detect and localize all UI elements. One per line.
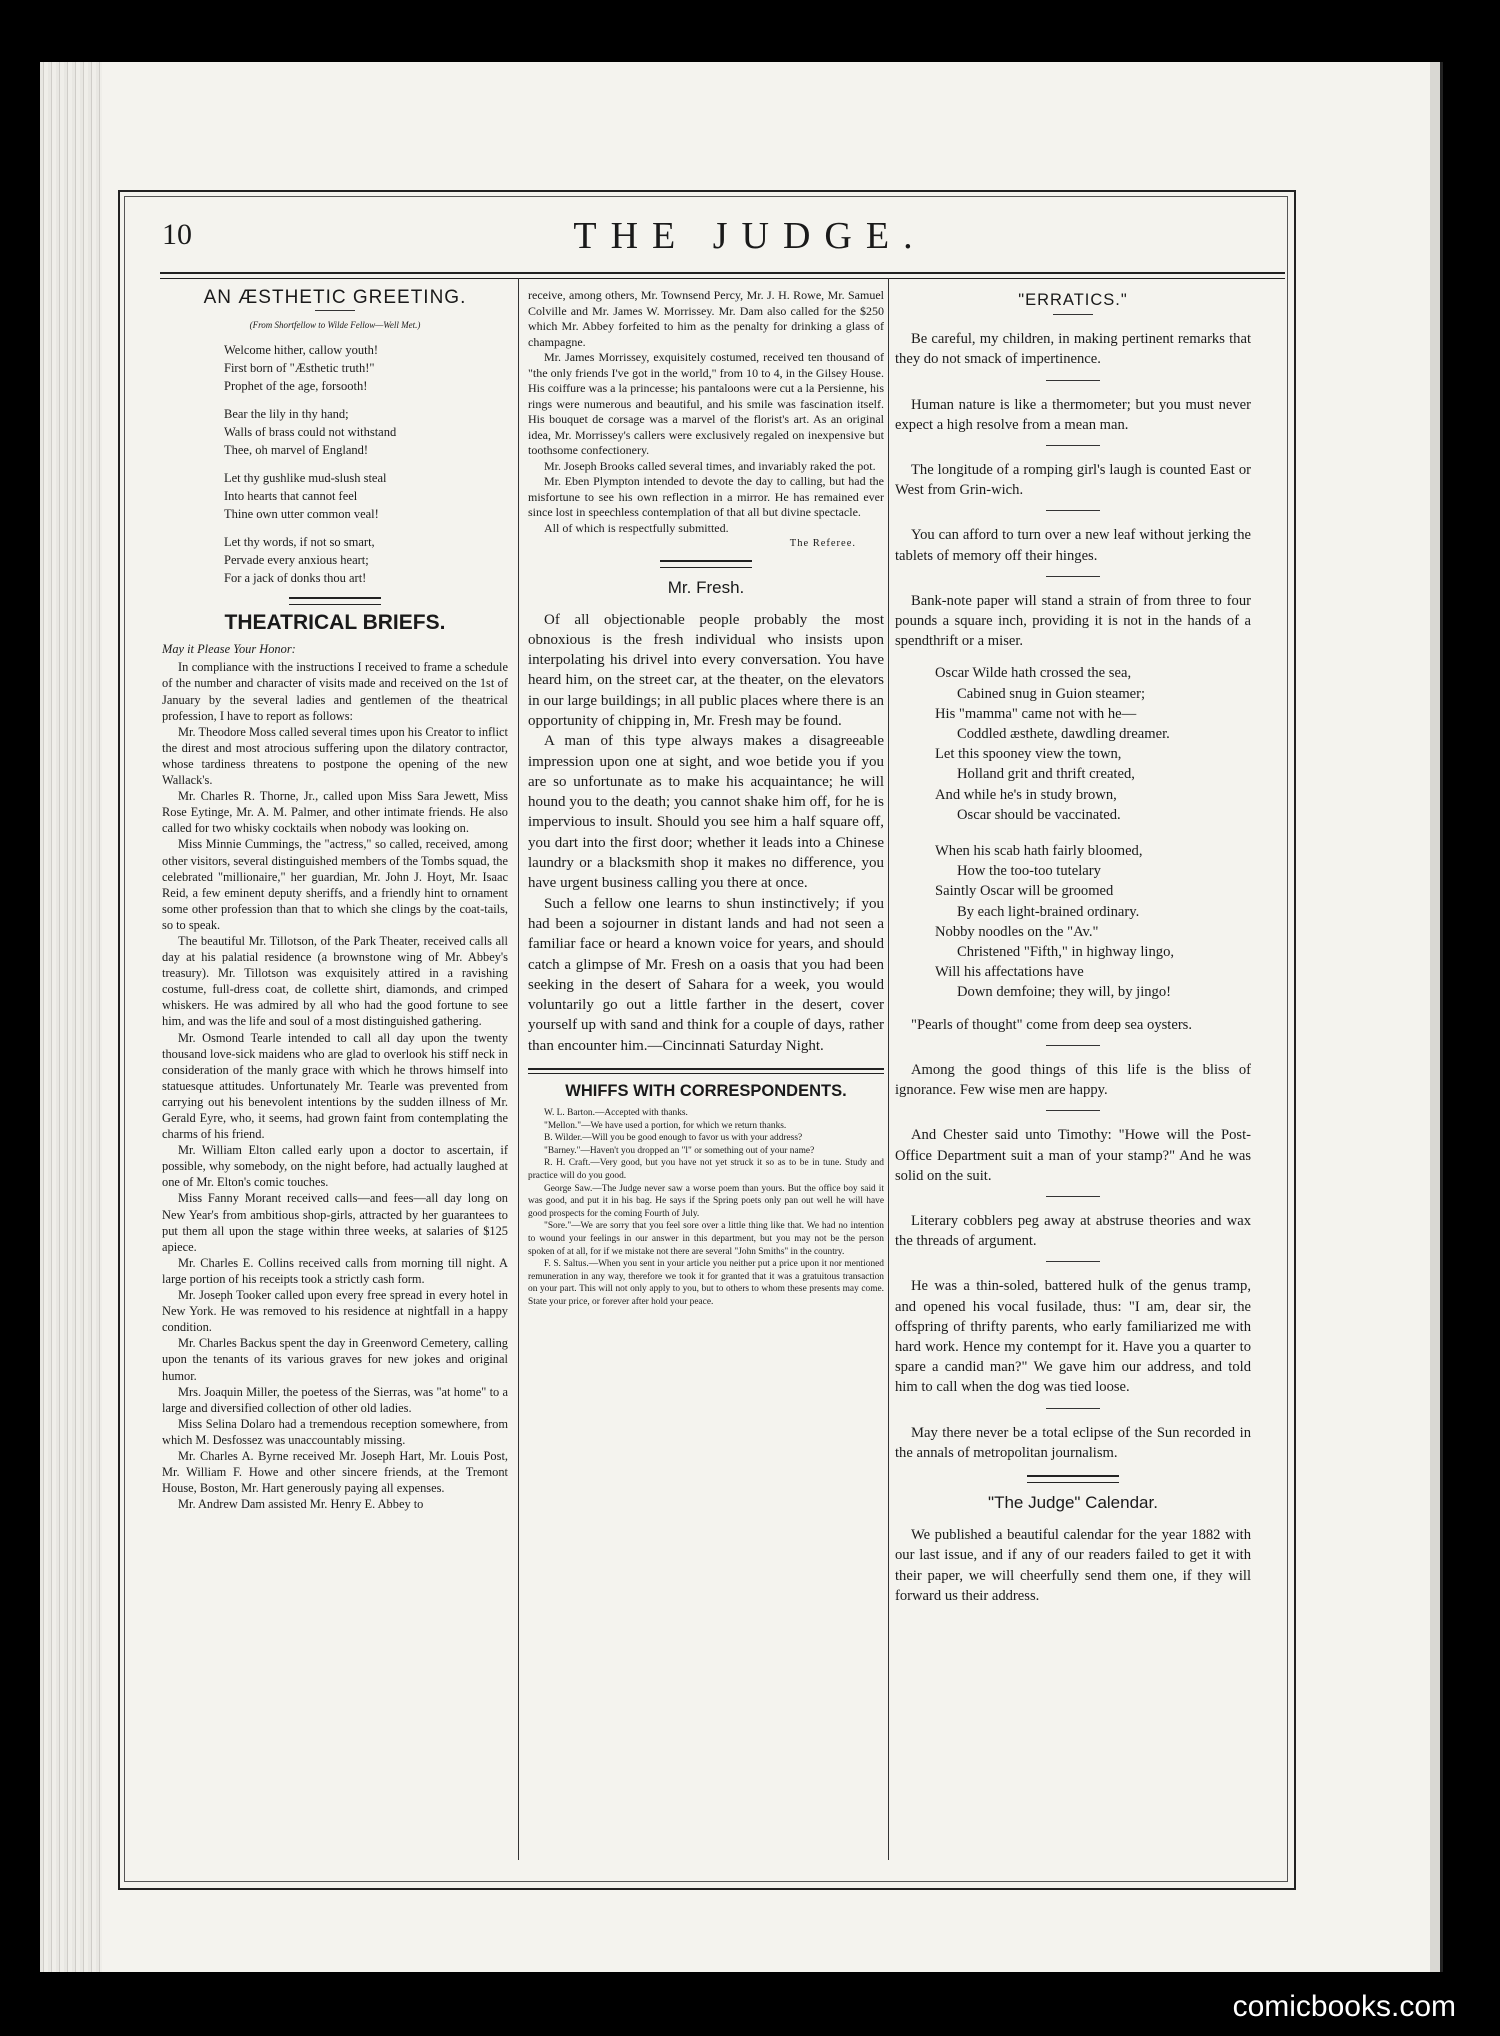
poem-line: Pervade every anxious heart; bbox=[224, 553, 369, 568]
whiff-item: "Mellon."—We have used a portion, for which we return thanks. bbox=[544, 1120, 787, 1131]
poem-line: Welcome hither, callow youth! bbox=[224, 343, 378, 358]
briefs-continued: All of which is respectfully submitted. bbox=[544, 520, 729, 535]
masthead-rule bbox=[160, 272, 1285, 279]
poem-line: Will his affectations have bbox=[935, 964, 1084, 981]
calendar-text: We published a beautiful calendar for the year 1882 with our last issue, and if any of our readers failed to get it with their paper, we will cheerfully send them one, if they will forward us their address. bbox=[895, 1527, 1251, 1604]
erratic-item: May there never be a total eclipse of the Sun recorded in the annals of metropolitan journalism. bbox=[895, 1424, 1251, 1461]
poem-line: Let thy gushlike mud-slush steal bbox=[224, 471, 387, 486]
item-rule bbox=[1046, 1045, 1100, 1046]
briefs-paragraph: Miss Fanny Morant received calls—and fees—all day long on New Year's from ambitious shop-girls, attracted by her guarantees to put them all upon the stage within three weeks, at salaries of $125 apiece. bbox=[162, 1191, 508, 1254]
poem-line: How the too-too tutelary bbox=[957, 863, 1101, 880]
section-rule bbox=[528, 1068, 884, 1074]
watermark: comicbooks.com bbox=[1232, 1990, 1456, 2023]
poem-line: When his scab hath fairly bloomed, bbox=[935, 843, 1143, 860]
poem-line: By each light-brained ordinary. bbox=[957, 903, 1140, 920]
briefs-paragraph: Mr. Osmond Tearle intended to call all day upon the twenty thousand love-sick maidens who are glad to overlook his stiff neck in consideration of the manly grace with which he throws himself into statuesque attitudes. Unfortunately Mr. Tearle was prevented from carrying out his benevolent intentions by the sudden illness of Mr. Gerald Eyre, who, it seems, had grown faint from contemplating the charms of his friend. bbox=[162, 1030, 508, 1142]
briefs-paragraph: Mr. Andrew Dam assisted Mr. Henry E. Abbey to bbox=[178, 1497, 424, 1512]
briefs-continued: Mr. Eben Plympton intended to devote the day to calling, but had the misfortune to see his own reflection in a mirror. He has remained ever since lost in speechless contemplation of that all but divine spectacle. bbox=[528, 474, 884, 519]
item-rule bbox=[1046, 445, 1100, 446]
page-edge-line bbox=[1440, 62, 1443, 1972]
whiff-item: B. Wilder.—Will you be good enough to favor us with your address? bbox=[544, 1133, 803, 1144]
title-rule bbox=[1053, 314, 1093, 315]
erratic-item: Among the good things of this life is the bliss of ignorance. Few wise men are happy. bbox=[895, 1061, 1251, 1099]
masthead: THE JUDGE. bbox=[573, 215, 927, 257]
calendar-title: "The Judge" Calendar. bbox=[988, 1492, 1158, 1512]
erratics-title: "ERRATICS." bbox=[1018, 291, 1128, 309]
erratic-item: Bank-note paper will stand a strain of from three to four pounds a square inch, providing it is not in the hands of a spendthrift or a miser. bbox=[895, 592, 1251, 650]
whiff-item: W. L. Barton.—Accepted with thanks. bbox=[544, 1108, 688, 1119]
oscar-poem-stanza bbox=[935, 663, 1251, 825]
erratic-item: He was a thin-soled, battered hulk of the genus tramp, and opened his vocal fusilade, thus: "I am, dear sir, the offspring of thrifty parents, who early familiarized me with hard work. Hence my contempt for it. Have you a quarter to spare a candid man?" We gave him our address, and told him to call when the dog was tied loose. bbox=[895, 1278, 1251, 1396]
poem-line: Let thy words, if not so smart, bbox=[224, 535, 375, 550]
poem-line: Cabined snug in Guion steamer; bbox=[957, 685, 1146, 702]
poem-line: Saintly Oscar will be groomed bbox=[935, 883, 1114, 900]
briefs-paragraph: Mrs. Joaquin Miller, the poetess of the Sierras, was "at home" to a large and diversified collection of other old ladies. bbox=[162, 1384, 508, 1415]
poem-line: Christened "Fifth," in highway lingo, bbox=[957, 944, 1175, 961]
briefs-paragraph: In compliance with the instructions I received to frame a schedule of the number and character of visits made and received on the 1st of January by the several ladies and gentlemen of the theatrical profession, I have to report as follows: bbox=[162, 660, 508, 723]
section-rule bbox=[660, 560, 752, 568]
erratic-item: "Pearls of thought" come from deep sea oysters. bbox=[911, 1016, 1193, 1033]
page-number: 10 bbox=[162, 218, 192, 251]
briefs-paragraph: Mr. William Elton called early upon a doctor to ascertain, if possible, why somebody, on the night before, had actually laughed at one of Mr. Elton's comic touches. bbox=[162, 1143, 508, 1190]
poem-line: Bear the lily in thy hand; bbox=[224, 407, 349, 422]
whiff-item: F. S. Saltus.—When you sent in your article you neither put a price upon it nor mentioned remuneration in any way, therefore we took it for granted that it was a gratuitous transaction on your part. This will not only apply to you, but to others to whom these presents may come. State your price, or forever after hold your peace. bbox=[528, 1259, 884, 1307]
briefs-paragraph: Mr. Charles A. Byrne received Mr. Joseph Hart, Mr. Louis Post, Mr. William F. Howe and other sincere friends, at the Tremont House, Boston, Mr. Hart generously paying all expenses. bbox=[162, 1448, 508, 1496]
erratic-item: You can afford to turn over a new leaf without jerking the tablets of memory off their hinges. bbox=[895, 527, 1251, 564]
briefs-continued: receive, among others, Mr. Townsend Percy, Mr. J. H. Rowe, Mr. Samuel Colville and Mr. James W. Morrissey. Mr. Dam also called for the $250 which Mr. Abbey forfeited to him as the penalty for drinking a glass of champagne. bbox=[528, 288, 884, 349]
briefs-continued: Mr. Joseph Brooks called several times, and invariably raked the pot. bbox=[544, 458, 876, 473]
whiffs-title: WHIFFS WITH CORRESPONDENTS. bbox=[565, 1082, 847, 1101]
poem-stanza bbox=[224, 341, 508, 395]
poem-stanza bbox=[224, 533, 508, 587]
poem-line: And while he's in study brown, bbox=[935, 786, 1117, 803]
poem-line: Oscar Wilde hath crossed the sea, bbox=[935, 665, 1132, 682]
briefs-title: THEATRICAL BRIEFS. bbox=[224, 611, 446, 635]
item-rule bbox=[1046, 380, 1100, 381]
signature: The Referee. bbox=[789, 538, 856, 549]
fresh-paragraph: Such a fellow one learns to shun instinctively; if you had been a sojourner in distant lands and had not seen a familiar face or heard a known voice for years, and should catch a glimpse of Mr. Fresh on a oasis that you had been seeking in the desert of Sahara for a week, you would voluntarily go out a little farther in the desert, cover yourself up with sand and think for a couple of days, rather than encounter him.—Cincinnati Saturday Night. bbox=[528, 895, 884, 1054]
poem-line: Walls of brass could not withstand bbox=[224, 425, 397, 440]
briefs-paragraph: Miss Minnie Cummings, the "actress," so called, received, among other visitors, several distinguished members of the Tombs squad, the celebrated "millionaire," her guardian, Mr. John J. Hoyt, Mr. Isaac Reid, a few eminent deputy sheriffs, and a friendly hint to ornament some other profession than that to which she clings by the coat-tails, so to speak. bbox=[162, 837, 508, 932]
briefs-continued: Mr. James Morrissey, exquisitely costumed, received ten thousand of "the only friends I've got in the world," from 10 to 4, in the Gilsey House. His coiffure was a la princesse; his pantaloons were cut a la Persienne, his rings were numerous and beautiful, and his smile was fascination itself. His bouquet de corsage was a marvel of the florist's art. As an original idea, Mr. Morrissey's callers were exclusively regaled on inexpensive but toothsome confectionery. bbox=[528, 350, 884, 457]
erratic-item: Literary cobblers peg away at abstruse theories and wax the threads of argument. bbox=[895, 1212, 1251, 1250]
fresh-title: Mr. Fresh. bbox=[667, 577, 745, 597]
whiff-item: "Barney."—Haven't you dropped an "l" or something out of your name? bbox=[544, 1145, 815, 1156]
poem-dedication: (From Shortfellow to Wilde Fellow—Well Met.) bbox=[249, 320, 421, 331]
column-divider bbox=[518, 278, 519, 1860]
briefs-paragraph: Mr. Charles Backus spent the day in Greenword Cemetery, calling upon the tenants of its various graves for new jokes and original humor. bbox=[162, 1336, 508, 1383]
binding-gutter bbox=[40, 62, 102, 1972]
column-divider bbox=[888, 278, 889, 1860]
briefs-paragraph: The beautiful Mr. Tillotson, of the Park Theater, received calls all day at his palatial residence (a brownstone wing of Mr. Abbey's treasury). Mr. Tillotson was exquisitely attired in a ravishing costume, full-dress coat, de collette shirt, diamonds, and crimped whiskers. He was admired by all who had the good fortune to see him, and was the life and soul of a most distinguished gathering. bbox=[162, 933, 508, 1029]
section-rule bbox=[289, 597, 381, 605]
poem-line: Let this spooney view the town, bbox=[935, 746, 1122, 763]
poem-line: Down demfoine; they will, by jingo! bbox=[957, 984, 1172, 1001]
section-rule bbox=[1027, 1475, 1119, 1483]
item-rule bbox=[1046, 1408, 1100, 1409]
erratic-item: Human nature is like a thermometer; but you must never expect a high resolve from a mean man. bbox=[895, 396, 1251, 433]
oscar-poem-stanza bbox=[935, 841, 1251, 1003]
column-1 bbox=[162, 288, 508, 1512]
item-rule bbox=[1046, 1196, 1100, 1197]
poem-line: First born of "Æsthetic truth!" bbox=[224, 361, 375, 376]
whiff-item: "Sore."—We are sorry that you feel sore over a little thing like that. We had no intention to wound your feelings in our answer in this department, but you may not be the person spoken of at all, for if we mistake not there are several "John Smiths" in the country. bbox=[528, 1221, 884, 1257]
fresh-paragraph: Of all objectionable people probably the most obnoxious is the fresh individual who insists upon interpolating his drivel into every conversation. You have heard him, on the street car, at the theater, on the elevators in our large buildings; in all public places where there is an opportunity of chipping in, Mr. Fresh may be found. bbox=[528, 611, 884, 729]
briefs-paragraph: Mr. Theodore Moss called several times upon his Creator to inflict the direst and most atrocious suffering upon the dilatory contractor, whose tardiness threatens to postpone the opening of the new Wallack's. bbox=[162, 724, 508, 788]
item-rule bbox=[1046, 1110, 1100, 1111]
briefs-paragraph: Miss Selina Dolaro had a tremendous reception somewhere, from which M. Desfossez was unaccountably missing. bbox=[162, 1416, 508, 1447]
briefs-paragraph: Mr. Charles R. Thorne, Jr., called upon Miss Sara Jewett, Miss Rose Eytinge, Mr. A. M. Palmer, and other intimate friends. He also called for two whisky cocktails when nobody was looking on. bbox=[162, 789, 508, 836]
poem-line: Thine own utter common veal! bbox=[224, 507, 379, 522]
poem-stanza bbox=[224, 405, 508, 459]
poem-line: His "mamma" came not with he— bbox=[935, 705, 1137, 722]
column-3 bbox=[895, 288, 1251, 1606]
title-rule bbox=[315, 310, 355, 311]
briefs-salutation: May it Please Your Honor: bbox=[162, 642, 296, 657]
page-edge bbox=[1430, 62, 1440, 1972]
poem-title: AN ÆSTHETIC GREETING. bbox=[203, 287, 467, 308]
poem-line: Holland grit and thrift created, bbox=[957, 766, 1135, 783]
erratic-item: And Chester said unto Timothy: "Howe will the Post-Office Department suit a man of your stamp?" And he was solid on the suit. bbox=[895, 1127, 1251, 1184]
poem-line: Thee, oh marvel of England! bbox=[224, 443, 369, 458]
item-rule bbox=[1046, 510, 1100, 511]
poem-line: Oscar should be vaccinated. bbox=[957, 806, 1121, 823]
column-2 bbox=[528, 288, 884, 1309]
item-rule bbox=[1046, 576, 1100, 577]
erratic-item: The longitude of a romping girl's laugh is counted East or West from Grin-wich. bbox=[895, 462, 1251, 499]
briefs-paragraph: Mr. Charles E. Collins received calls from morning till night. A large portion of his receipts took a strictly cash form. bbox=[162, 1255, 508, 1286]
whiff-item: R. H. Craft.—Very good, but you have not yet struck it so as to be in tune. Study and practice will do you good. bbox=[528, 1158, 884, 1181]
poem-line: For a jack of donks thou art! bbox=[224, 571, 367, 586]
item-rule bbox=[1046, 1261, 1100, 1262]
poem-line: Nobby noodles on the "Av." bbox=[935, 923, 1099, 940]
poem-line: Into hearts that cannot feel bbox=[224, 489, 358, 504]
whiff-item: George Saw.—The Judge never saw a worse poem than yours. But the office boy said it was good, and put it in his bag. He says if the Spring poets only pan out well he will have good prospects for the coming Fourth of July. bbox=[528, 1183, 884, 1219]
poem-stanza bbox=[224, 469, 508, 523]
poem-line: Prophet of the age, forsooth! bbox=[224, 379, 368, 394]
fresh-paragraph: A man of this type always makes a disagreeable impression upon one at sight, and woe betide you if you are so unfortunate as to make his acquaintance; he will hound you to the death; you cannot shake him off, for he is impervious to insult. Should you see him a half square off, you dart into the first door; whether it leads into a Chinese laundry or a blacksmith shop it makes no difference, you have urgent business calling you there at once. bbox=[528, 733, 884, 892]
briefs-paragraph: Mr. Joseph Tooker called upon every free spread in every hotel in New York. He was removed to his residence at nightfall in a happy condition. bbox=[162, 1288, 508, 1335]
poem-line: Coddled æsthete, dawdling dreamer. bbox=[957, 726, 1170, 743]
erratic-item: Be careful, my children, in making pertinent remarks that they do not smack of impertinence. bbox=[895, 331, 1251, 368]
